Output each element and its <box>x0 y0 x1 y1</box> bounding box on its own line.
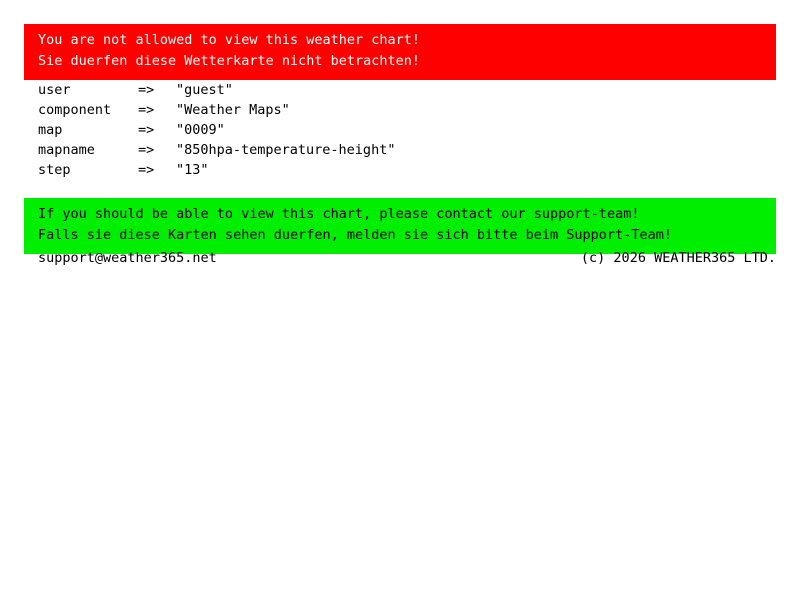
param-key-mapname: mapname <box>38 142 95 158</box>
error-banner <box>24 24 776 80</box>
param-arrow: => <box>138 122 155 138</box>
param-value-map: "0009" <box>176 122 225 138</box>
copyright-text: (c) 2026 WEATHER365 LTD. <box>580 250 776 266</box>
param-key-map: map <box>38 122 63 138</box>
param-value-mapname: "850hpa-temperature-height" <box>176 142 396 158</box>
param-row <box>38 120 395 140</box>
param-key-step: step <box>38 162 71 178</box>
request-parameters <box>38 80 395 180</box>
param-row <box>38 80 395 100</box>
param-row <box>38 160 395 180</box>
support-banner-line-en: If you should be able to view this chart, please contact our support-team! <box>38 206 640 222</box>
support-email-link[interactable]: support@weather365.net <box>38 250 217 266</box>
error-banner-line-en: You are not allowed to view this weather chart! <box>38 32 421 48</box>
param-arrow: => <box>138 162 155 178</box>
param-arrow: => <box>138 102 155 118</box>
param-arrow: => <box>138 142 155 158</box>
support-banner-line-de: Falls sie diese Karten sehen duerfen, melden sie sich bitte beim Support-Team! <box>38 227 672 243</box>
param-value-step: "13" <box>176 162 209 178</box>
footer <box>38 250 776 266</box>
param-key-user: user <box>38 82 71 98</box>
param-row <box>38 100 395 120</box>
param-value-user: "guest" <box>176 82 233 98</box>
param-arrow: => <box>138 82 155 98</box>
param-key-component: component <box>38 102 112 118</box>
support-banner <box>24 198 776 254</box>
error-banner-line-de: Sie duerfen diese Wetterkarte nicht betrachten! <box>38 53 421 69</box>
param-value-component: "Weather Maps" <box>176 102 290 118</box>
param-row <box>38 140 395 160</box>
